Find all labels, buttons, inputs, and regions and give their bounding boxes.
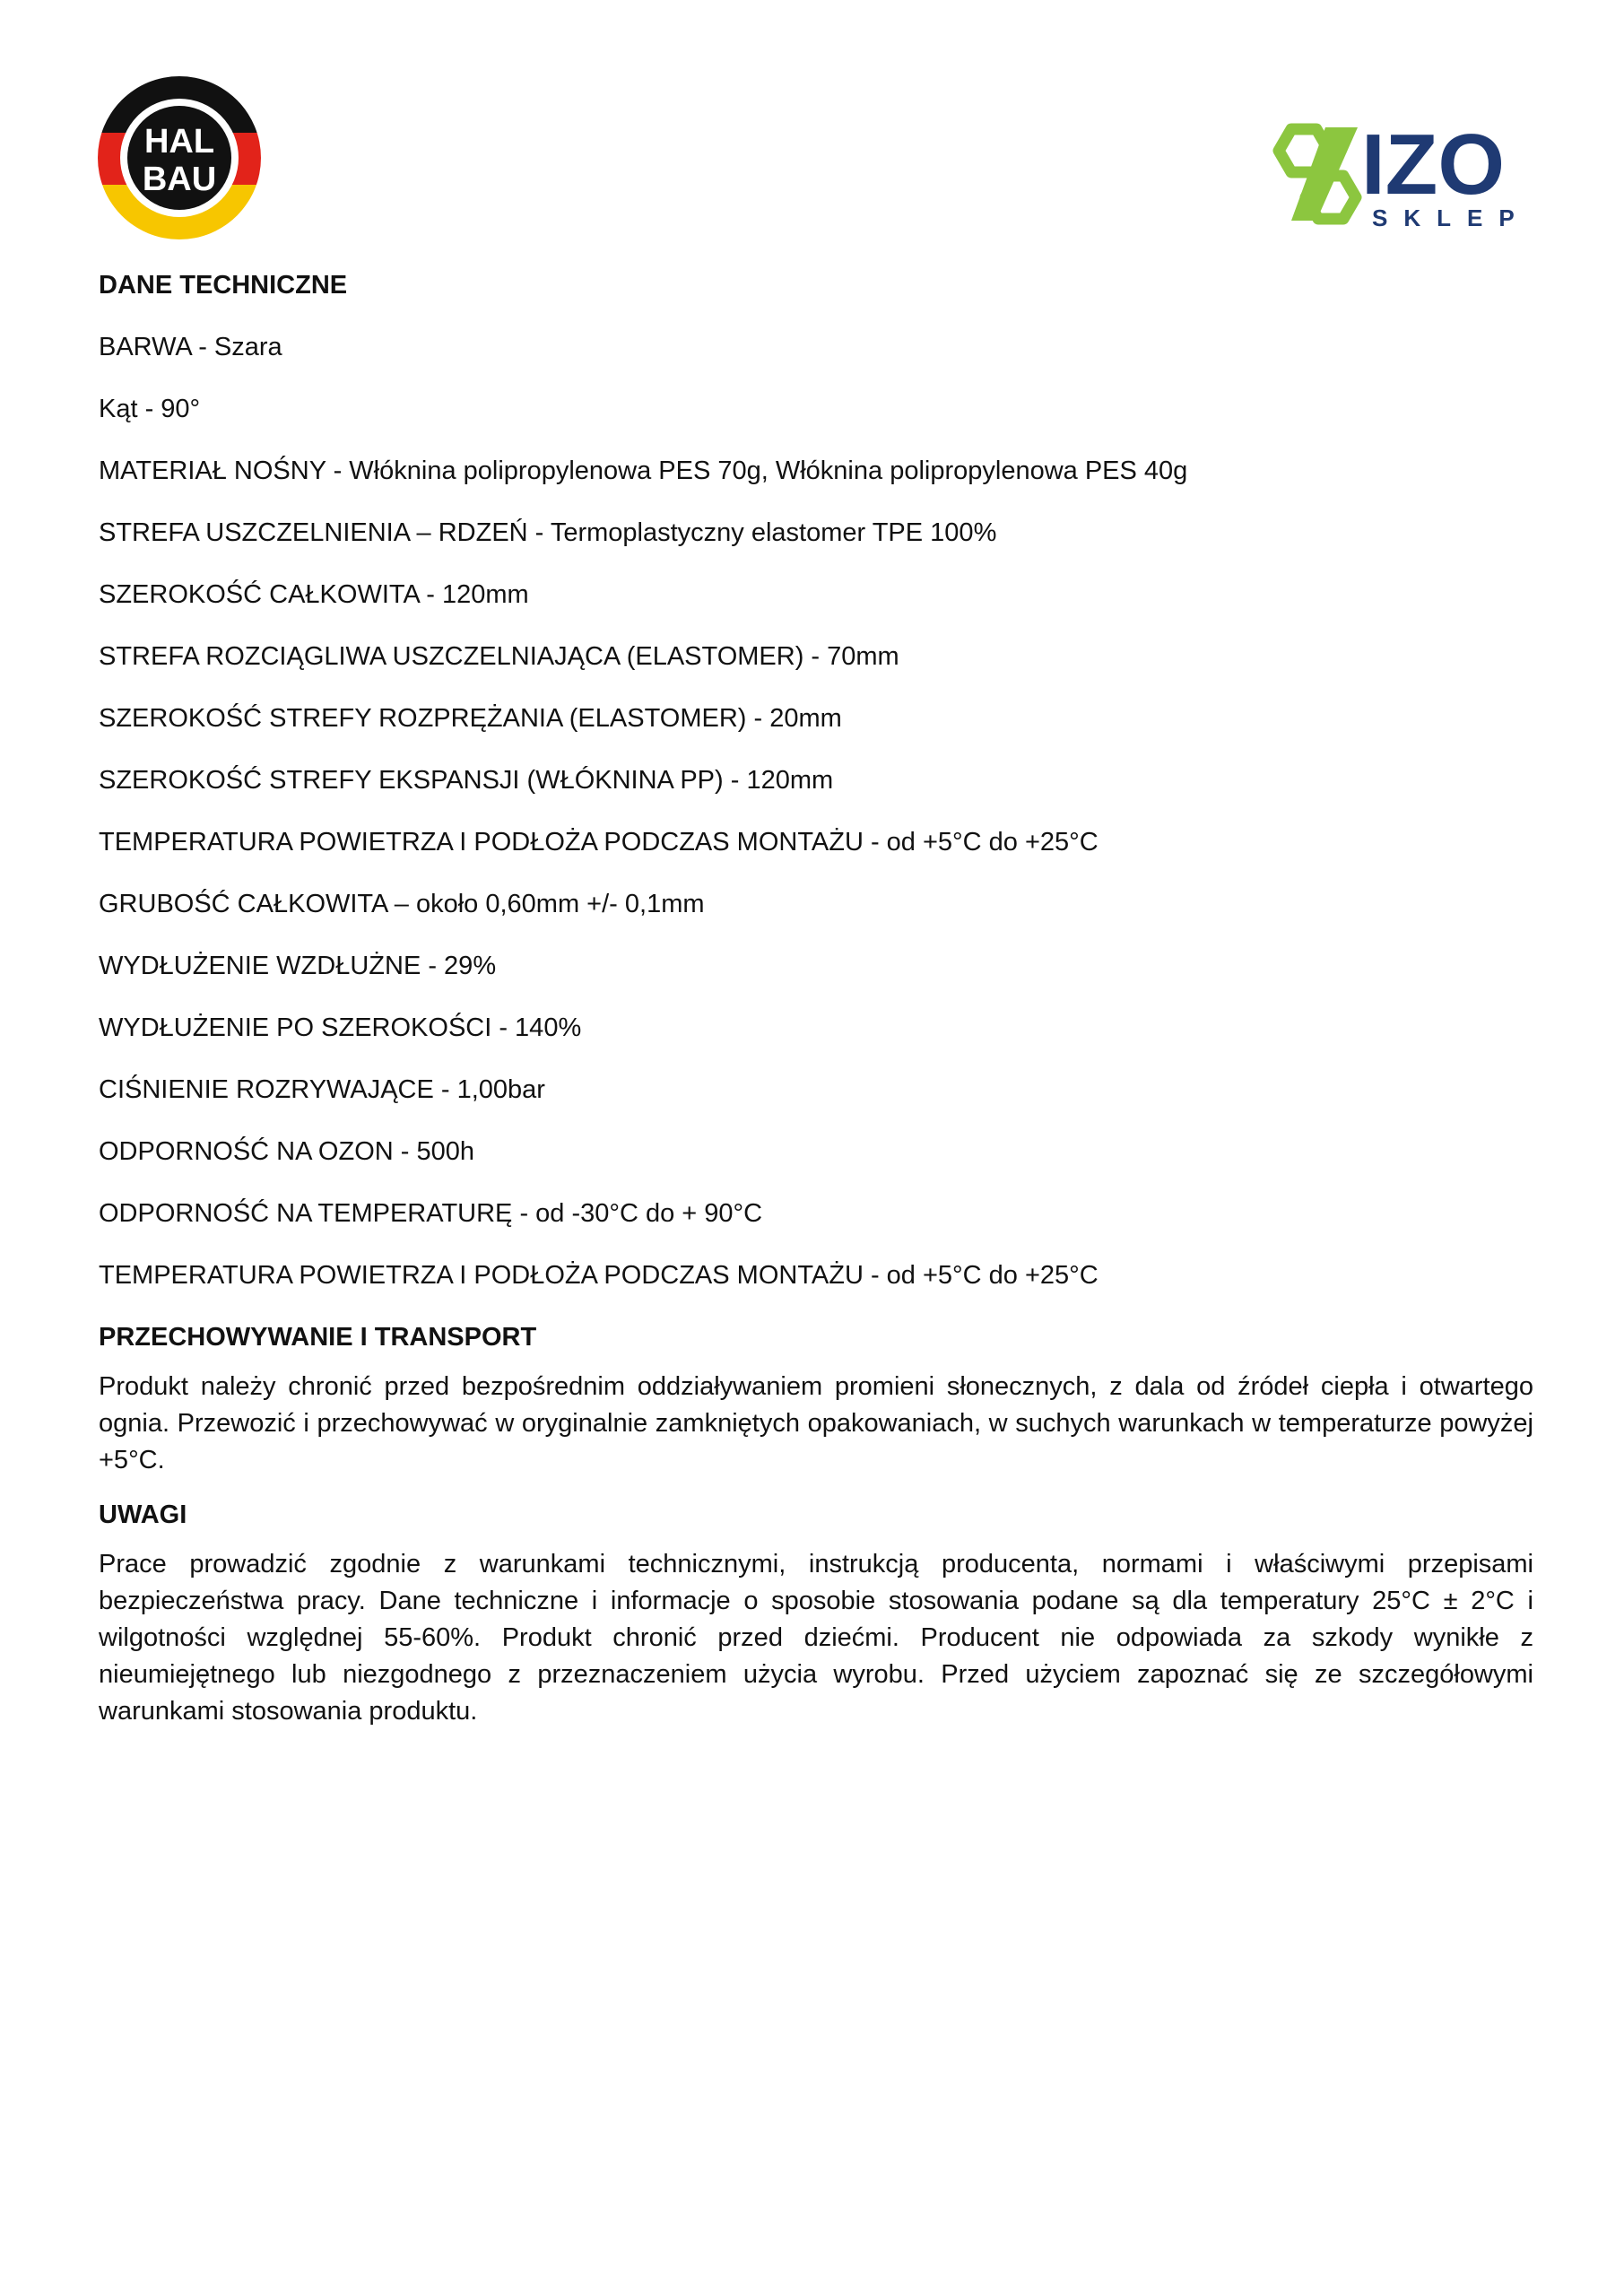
spec-item: STREFA ROZCIĄGLIWA USZCZELNIAJĄCA (ELASTOMER) - 70mm	[99, 642, 899, 671]
spec-item: TEMPERATURA POWIETRZA I PODŁOŻA PODCZAS MONTAŻU - od +5°C do +25°C	[99, 1261, 1099, 1290]
spec-item: MATERIAŁ NOŚNY - Włóknina polipropylenowa PES 70g, Włóknina polipropylenowa PES 40g	[99, 457, 1188, 485]
spec-item: TEMPERATURA POWIETRZA I PODŁOŻA PODCZAS MONTAŻU - od +5°C do +25°C	[99, 828, 1099, 857]
izo-logo-word: IZO	[1361, 120, 1505, 213]
notes-heading: UWAGI	[99, 1500, 187, 1529]
technical-data-heading: DANE TECHNICZNE	[99, 271, 348, 300]
spec-item: CIŚNIENIE ROZRYWAJĄCE - 1,00bar	[99, 1075, 545, 1104]
spec-item: SZEROKOŚĆ CAŁKOWITA - 120mm	[99, 580, 529, 609]
halbau-logo-line2: BAU	[142, 161, 217, 198]
spec-item: SZEROKOŚĆ STREFY ROZPRĘŻANIA (ELASTOMER) - 20mm	[99, 704, 842, 733]
spec-item: BARWA - Szara	[99, 333, 282, 361]
storage-paragraph: Produkt należy chronić przed bezpośrednim oddziaływaniem promieni słonecznych, z dala od źródeł ciepła i otwartego ognia. Przewozić i przechowywać w oryginalnie zamkniętych opakowaniach, w suchych warunkach w temperaturze powyżej +5°C.	[99, 1372, 1533, 1474]
storage-heading: PRZECHOWYWANIE I TRANSPORT	[99, 1323, 537, 1352]
spec-item: STREFA USZCZELNIENIA – RDZEŃ - Termoplastyczny elastomer TPE 100%	[99, 518, 997, 547]
halbau-logo-line1: HAL	[143, 123, 215, 161]
notes-paragraph: Prace prowadzić zgodnie z warunkami technicznymi, instrukcją producenta, normami i właściwymi przepisami bezpieczeństwa pracy. Dane techniczne i informacje o sposobie stosowania podane są dla temperatury 25°C ± 2°C i wilgotności względnej 55-60%. Produkt chronić przed dziećmi. Producent nie odpowiada za szkody wynikłe z nieumiejętnego lub niezgodnego z przeznaczeniem użycia wyrobu. Przed użyciem zapoznać się ze szczegółowymi warunkami stosowania produktu.	[99, 1550, 1533, 1726]
izo-sklep-logo	[1272, 120, 1532, 231]
spec-item: GRUBOŚĆ CAŁKOWITA – około 0,60mm +/- 0,1mm	[99, 890, 705, 918]
halbau-logo	[97, 75, 262, 240]
spec-item: Kąt - 90°	[99, 395, 201, 423]
spec-item: WYDŁUŻENIE PO SZEROKOŚCI - 140%	[99, 1013, 582, 1042]
technical-data-list	[99, 331, 1533, 1292]
spec-item: SZEROKOŚĆ STREFY EKSPANSJI (WŁÓKNINA PP) - 120mm	[99, 766, 834, 795]
izo-logo-subword: SKLEP	[1372, 204, 1531, 231]
spec-item: ODPORNOŚĆ NA TEMPERATURĘ - od -30°C do + 90°C	[99, 1199, 763, 1228]
izo-sklep-logo-graphic	[1272, 120, 1532, 231]
halbau-logo-graphic	[97, 75, 262, 240]
spec-item: ODPORNOŚĆ NA OZON - 500h	[99, 1137, 474, 1166]
spec-item: WYDŁUŻENIE WZDŁUŻNE - 29%	[99, 952, 497, 980]
document-content	[99, 269, 1533, 1730]
